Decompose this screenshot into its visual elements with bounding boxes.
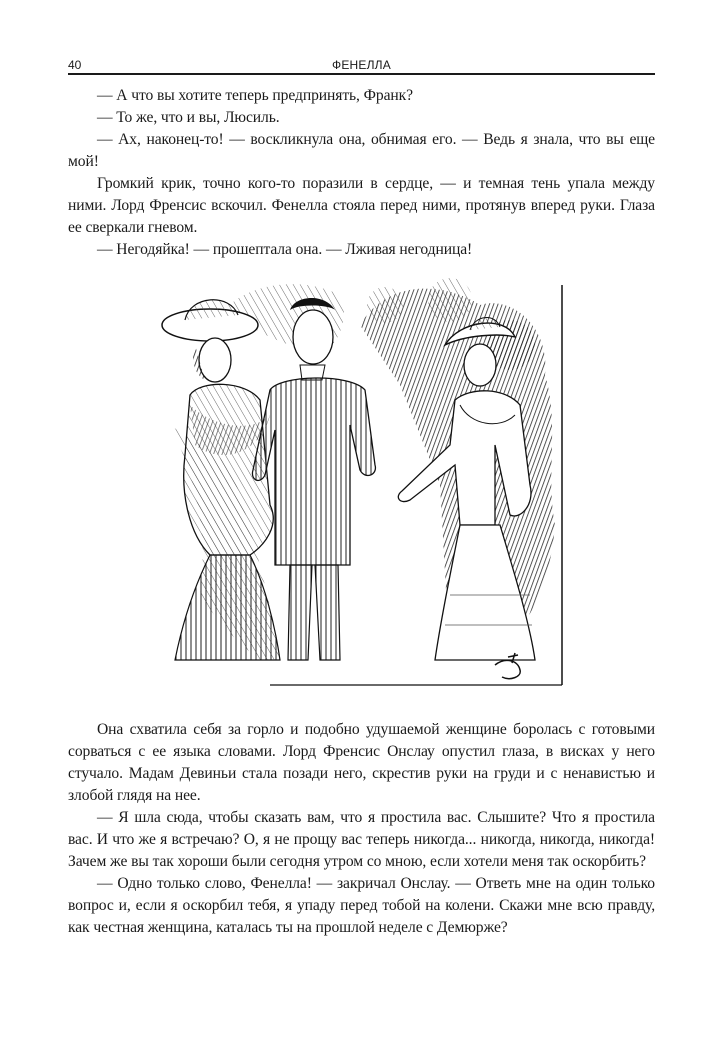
engraving-illustration xyxy=(150,265,570,695)
running-head xyxy=(68,57,655,73)
paragraph: Она схватила себя за горло и подобно удушаемой женщине боролась с готовыми сорваться с ее языка словами. Лорд Френсис Онслау опустил глаза, в висках у него стучало. Мадам Девиньи стала позади него, скрестив руки на груди и с ненавистью и злобой глядя на нее. xyxy=(68,721,655,804)
left-woman-figure xyxy=(162,300,280,660)
paragraph: — А что вы хотите теперь предпринять, Франк? xyxy=(97,87,413,104)
header-rule xyxy=(68,73,655,75)
paragraph: — Ах, наконец-то! — воскликнула она, обнимая его. — Ведь я знала, что вы еще мой! xyxy=(68,131,655,170)
paragraph: — Негодяйка! — прошептала она. — Лживая негодница! xyxy=(97,241,473,258)
text-block-top xyxy=(68,85,655,261)
paragraph: — Одно только слово, Фенелла! — закричал Онслау. — Ответь мне на один только вопрос и, если я оскорбил тебя, я упаду перед тобой на колени. Скажи мне всю правду, как честная женщина, каталась ты на прошлой неделе с Демюрже? xyxy=(68,875,655,936)
paragraph: — То же, что и вы, Люсиль. xyxy=(97,109,280,126)
illustration xyxy=(150,265,570,695)
paragraph: Громкий крик, точно кого-то поразили в сердце, — и темная тень упала между ними. Лорд Френсис вскочил. Фенелла стояла перед ними, протянув вперед руки. Глаза ее сверкали гневом. xyxy=(68,175,655,236)
man-figure xyxy=(252,298,375,660)
text-block-bottom xyxy=(68,719,655,939)
page-number: 40 xyxy=(68,58,82,72)
paragraph: — Я шла сюда, чтобы сказать вам, что я простила вас. Слышите? Что я простила вас. И что же я встречаю? О, я не прощу вас теперь никогда... никогда, никогда, никогда! Зачем же вы так хороши были сегодня утром со мною, если хотели меня так оскорбить? xyxy=(68,809,655,870)
running-title: ФЕНЕЛЛА xyxy=(332,58,391,72)
